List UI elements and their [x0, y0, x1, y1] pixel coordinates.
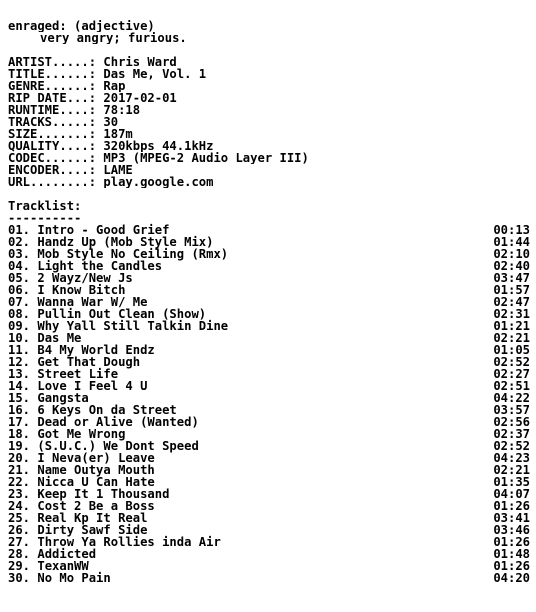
track-title: Street Life: [37, 367, 119, 381]
spacer: [8, 188, 530, 200]
track-duration: 03:46: [493, 523, 530, 537]
track-duration: 02:52: [493, 439, 530, 453]
track-title: No Mo Pain: [37, 571, 111, 585]
track-duration: 01:26: [493, 535, 530, 549]
track-duration: 00:13: [493, 223, 530, 237]
track-row: [8, 572, 530, 584]
release-info: [8, 56, 530, 188]
track-duration: 01:44: [493, 235, 530, 249]
track-number: 30.: [8, 571, 31, 585]
info-label: ENCODER....:: [8, 164, 104, 176]
info-value: LAME: [103, 164, 133, 176]
track-row: [8, 320, 530, 332]
track-number: 06.: [8, 283, 31, 297]
track-number: 12.: [8, 355, 31, 369]
info-label: TRACKS.....:: [8, 116, 104, 128]
track-title: B4 My World Endz: [37, 343, 155, 357]
tracklist-heading: Tracklist:: [8, 200, 82, 212]
track-duration: 02:56: [493, 415, 530, 429]
track-duration: 03:57: [493, 403, 530, 417]
nfo-document: [8, 20, 530, 584]
track-number: 09.: [8, 319, 31, 333]
track-title: TexanWW: [37, 559, 89, 573]
track-number: 29.: [8, 559, 31, 573]
tracklist: [8, 224, 530, 584]
track-duration: 01:26: [493, 559, 530, 573]
spacer: [8, 44, 530, 56]
track-title: I Know Bitch: [37, 283, 126, 297]
track-title: Addicted: [37, 547, 97, 561]
track-title: Keep It 1 Thousand: [37, 487, 170, 501]
track-title: Nicca U Can Hate: [37, 475, 155, 489]
track-number: 14.: [8, 379, 31, 393]
track-number: 04.: [8, 259, 31, 273]
track-duration: 01:21: [493, 319, 530, 333]
track-duration: 02:21: [493, 331, 530, 345]
info-label: RIP DATE...:: [8, 92, 104, 104]
track-duration: 04:23: [493, 451, 530, 465]
info-label: RUNTIME....:: [8, 104, 104, 116]
track-title: Intro - Good Grief: [37, 223, 170, 237]
track-number: 17.: [8, 415, 31, 429]
track-title: Das Me: [37, 331, 82, 345]
track-number: 11.: [8, 343, 31, 357]
info-value: Das Me, Vol. 1: [103, 68, 207, 80]
track-duration: 02:27: [493, 367, 530, 381]
track-duration: 02:21: [493, 463, 530, 477]
info-row: [8, 80, 530, 92]
track-duration: 02:10: [493, 247, 530, 261]
info-row: [8, 140, 530, 152]
track-title: Handz Up (Mob Style Mix): [37, 235, 214, 249]
definition-word: enraged: (adjective): [8, 20, 155, 32]
track-number: 16.: [8, 403, 31, 417]
info-value: 187m: [103, 128, 133, 140]
info-label: SIZE.......:: [8, 128, 104, 140]
track-title: Real Kp It Real: [37, 511, 148, 525]
info-row: [8, 116, 530, 128]
track-number: 13.: [8, 367, 31, 381]
track-number: 28.: [8, 547, 31, 561]
track-duration: 04:22: [493, 391, 530, 405]
track-duration: 01:57: [493, 283, 530, 297]
info-value: 320kbps 44.1kHz: [103, 140, 214, 152]
info-row: [8, 128, 530, 140]
track-duration: 03:41: [493, 511, 530, 525]
track-title: Got Me Wrong: [37, 427, 126, 441]
track-title: Name Outya Mouth: [37, 463, 155, 477]
info-row: [8, 56, 530, 68]
track-title: (S.U.C.) We Dont Speed: [37, 439, 199, 453]
track-number: 18.: [8, 427, 31, 441]
track-title: Pullin Out Clean (Show): [37, 307, 207, 321]
track-number: 10.: [8, 331, 31, 345]
info-label: GENRE......:: [8, 80, 104, 92]
info-value: Rap: [103, 80, 126, 92]
track-duration: 01:48: [493, 547, 530, 561]
track-number: 22.: [8, 475, 31, 489]
track-title: Mob Style No Ceiling (Rmx): [37, 247, 229, 261]
track-duration: 01:26: [493, 499, 530, 513]
track-title: Dirty Sawf Side: [37, 523, 148, 537]
info-label: TITLE......:: [8, 68, 104, 80]
info-value: 78:18: [103, 104, 141, 116]
track-title: 6 Keys On da Street: [37, 403, 177, 417]
track-duration: 02:31: [493, 307, 530, 321]
track-number: 02.: [8, 235, 31, 249]
track-number: 07.: [8, 295, 31, 309]
track-number: 19.: [8, 439, 31, 453]
track-number: 25.: [8, 511, 31, 525]
track-title: Wanna War W/ Me: [37, 295, 148, 309]
track-number: 03.: [8, 247, 31, 261]
track-duration: 04:20: [493, 571, 530, 585]
definition-text: very angry; furious.: [40, 32, 187, 44]
track-title: Get That Dough: [37, 355, 141, 369]
track-number: 26.: [8, 523, 31, 537]
track-title: Throw Ya Rollies inda Air: [37, 535, 221, 549]
info-value: Chris Ward: [103, 56, 177, 68]
track-number: 08.: [8, 307, 31, 321]
track-number: 01.: [8, 223, 31, 237]
track-number: 23.: [8, 487, 31, 501]
track-title: Light the Candles: [37, 259, 163, 273]
track-number: 05.: [8, 271, 31, 285]
info-row: [8, 92, 530, 104]
track-duration: 02:51: [493, 379, 530, 393]
track-duration: 01:05: [493, 343, 530, 357]
track-title: Dead or Alive (Wanted): [37, 415, 199, 429]
track-number: 24.: [8, 499, 31, 513]
tracklist-underline: ----------: [8, 212, 82, 224]
track-duration: 03:47: [493, 271, 530, 285]
track-number: 21.: [8, 463, 31, 477]
track-title: I Neva(er) Leave: [37, 451, 155, 465]
track-duration: 02:37: [493, 427, 530, 441]
info-value: MP3 (MPEG-2 Audio Layer III): [103, 152, 309, 164]
track-number: 15.: [8, 391, 31, 405]
info-value: 2017-02-01: [103, 92, 177, 104]
track-title: Cost 2 Be a Boss: [37, 499, 155, 513]
info-value: play.google.com: [103, 176, 214, 188]
track-duration: 02:40: [493, 259, 530, 273]
info-row: [8, 104, 530, 116]
info-label: ARTIST.....:: [8, 56, 104, 68]
info-row: [8, 164, 530, 176]
track-title: Gangsta: [37, 391, 89, 405]
track-title: Love I Feel 4 U: [37, 379, 148, 393]
track-duration: 02:52: [493, 355, 530, 369]
info-row: [8, 176, 530, 188]
info-value: 30: [103, 116, 119, 128]
track-duration: 04:07: [493, 487, 530, 501]
info-label: URL........:: [8, 176, 104, 188]
track-number: 27.: [8, 535, 31, 549]
info-label: CODEC......:: [8, 152, 104, 164]
track-number: 20.: [8, 451, 31, 465]
track-duration: 01:35: [493, 475, 530, 489]
track-duration: 02:47: [493, 295, 530, 309]
info-label: QUALITY....:: [8, 140, 104, 152]
track-left: [8, 572, 111, 584]
info-row: [8, 68, 530, 80]
track-title: 2 Wayz/New Js: [37, 271, 133, 285]
track-title: Why Yall Still Talkin Dine: [37, 319, 229, 333]
info-row: [8, 152, 530, 164]
